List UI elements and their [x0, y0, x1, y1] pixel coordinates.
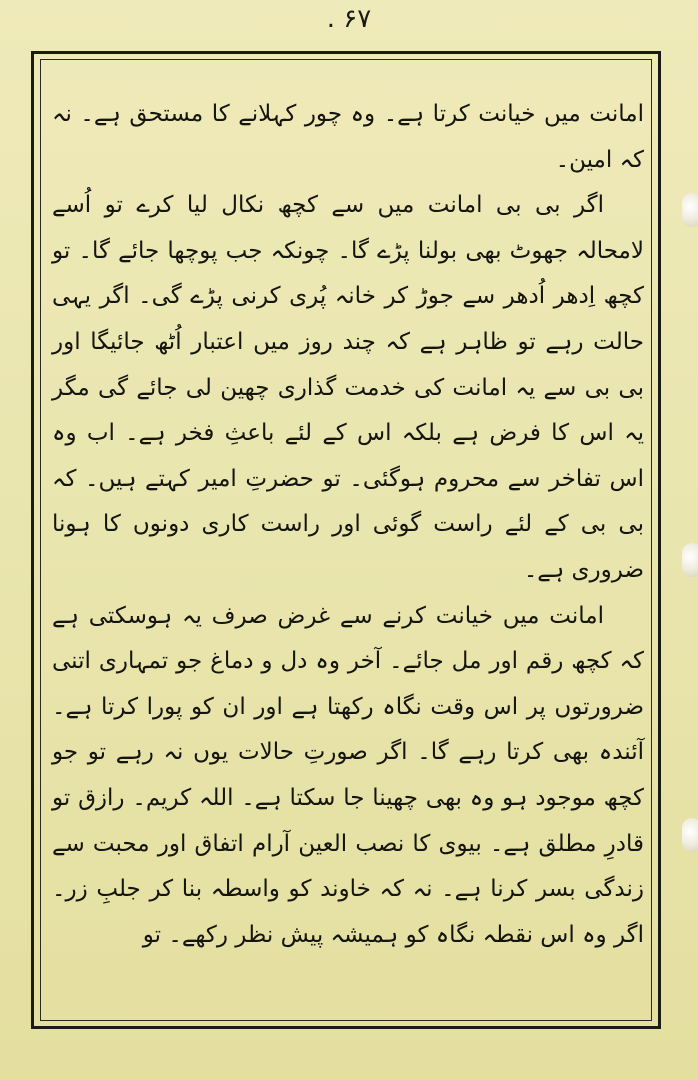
paragraph-2: اگر بی بی امانت میں سے کچھ نکال لیا کرے تو اُسے لامحالہ جھوٹ بھی بولنا پڑے گا۔ چونکہ جب پوچھا جائے گا۔ تو کچھ اِدھر اُدھر سے جوڑ کر خانہ پُری کرنی پڑے گی۔ اگر یہی حالت رہے تو ظاہر ہے کہ چند روز میں اعتبار اُٹھ جائیگا اور بی بی سے یہ امانت کی خدمت گذاری چھین لی جائے گی مگر یہ اس کا فرض ہے بلکہ اس کے لئے باعثِ فخر ہے۔ اب وہ اس تفاخر سے محروم ہوگئی۔ تو حضرتِ امیر کہتے ہیں۔ کہ بی بی کے لئے راست گوئی اور راست کاری دونوں کا ہونا ضروری ہے۔	[52, 192, 644, 583]
binding-hole-mark	[682, 193, 698, 227]
binding-hole-mark	[682, 543, 698, 577]
paragraph-3: امانت میں خیانت کرنے سے غرض صرف یہ ہوسکتی ہے کہ کچھ رقم اور مل جائے۔ آخر وہ دل و دماغ جو تمہاری اتنی ضرورتوں پر اس وقت نگاہ رکھتا ہے اور ان کو پورا کرتا ہے۔ آئندہ بھی کرتا رہے گا۔ اگر صورتِ حالات یوں نہ رہے تو جو کچھ موجود ہو وہ بھی چھینا جا سکتا ہے۔ اللہ کریم۔ رازق تو قادرِ مطلق ہے۔ بیوی کا نصب العین آرام اتفاق اور محبت سے زندگی بسر کرنا ہے۔ نہ کہ خاوند کو واسطہ بنا کر جلبِ زر۔ اگر وہ اس نقطہ نگاہ کو ہمیشہ پیش نظر رکھے۔ تو	[52, 602, 644, 948]
paragraph-1: امانت میں خیانت کرتا ہے۔ وہ چور کہلانے کا مستحق ہے۔ نہ کہ امین۔	[52, 101, 644, 173]
body-text	[52, 92, 644, 1012]
page-number: ۶۷ .	[326, 4, 372, 34]
binding-hole-mark	[682, 818, 698, 852]
